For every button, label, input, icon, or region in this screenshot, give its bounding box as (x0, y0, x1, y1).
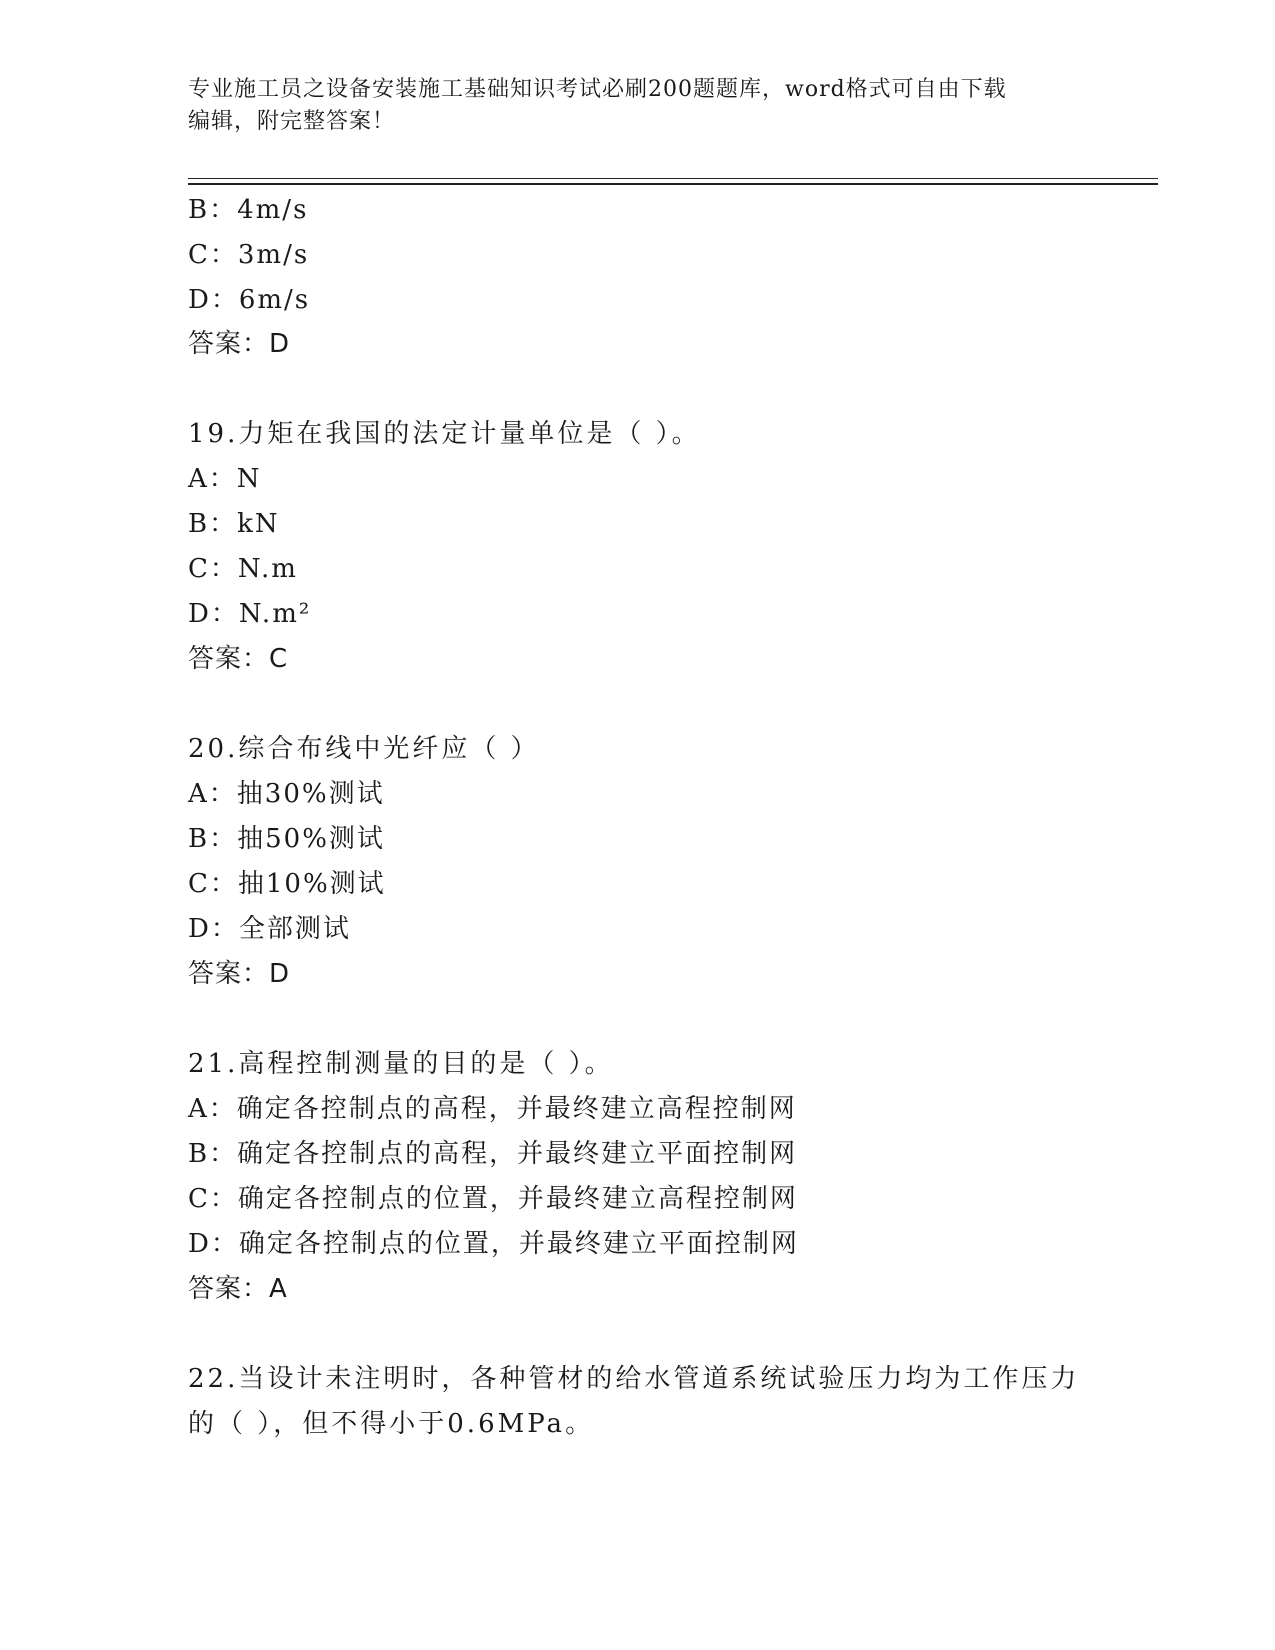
q18-option-d: D：6m/s (188, 285, 311, 315)
q21-option-a: A：确定各控制点的高程，并最终建立高程控制网 (188, 1094, 797, 1124)
q21-option-d: D：确定各控制点的位置，并最终建立平面控制网 (188, 1229, 799, 1259)
q20-question: 20.综合布线中光纤应（ ） (188, 734, 540, 764)
q20-option-a: A：抽30%测试 (188, 779, 385, 809)
q19-option-d: D：N.m² (188, 599, 312, 629)
q18-option-c: C：3m/s (188, 240, 310, 270)
q20-option-d: D：全部测试 (188, 914, 351, 944)
q19-question: 19.力矩在我国的法定计量单位是（ ）。 (188, 419, 701, 449)
q21-option-b: B：确定各控制点的高程，并最终建立平面控制网 (188, 1139, 798, 1169)
document-header (188, 74, 1088, 138)
q21-answer: 答案：A (188, 1274, 288, 1304)
header-title-line-1: 专业施工员之设备安装施工基础知识考试必刷200题题库，word格式可自由下载 (188, 77, 1007, 102)
q21-question: 21.高程控制测量的目的是（ ）。 (188, 1049, 614, 1079)
q19-option-b: B：kN (188, 509, 280, 539)
q22-question-line-1: 22.当设计未注明时，各种管材的给水管道系统试验压力均为工作压力 (188, 1364, 1080, 1394)
header-divider-bottom (188, 183, 1158, 185)
q20-option-c: C：抽10%测试 (188, 869, 386, 899)
q20-answer: 答案：D (188, 959, 291, 989)
header-divider-top (188, 178, 1158, 179)
q19-option-a: A：N (188, 464, 262, 494)
q18-answer: 答案：D (188, 329, 291, 359)
q18-option-b: B：4m/s (188, 195, 309, 225)
q20-option-b: B：抽50%测试 (188, 824, 385, 854)
q22-question-line-2: 的（ ），但不得小于0.6MPa。 (188, 1409, 595, 1439)
q21-option-c: C：确定各控制点的位置，并最终建立高程控制网 (188, 1184, 798, 1214)
q19-answer: 答案：C (188, 644, 289, 674)
header-title-line-2: 编辑，附完整答案！ (188, 109, 396, 134)
q19-option-c: C：N.m (188, 554, 298, 584)
